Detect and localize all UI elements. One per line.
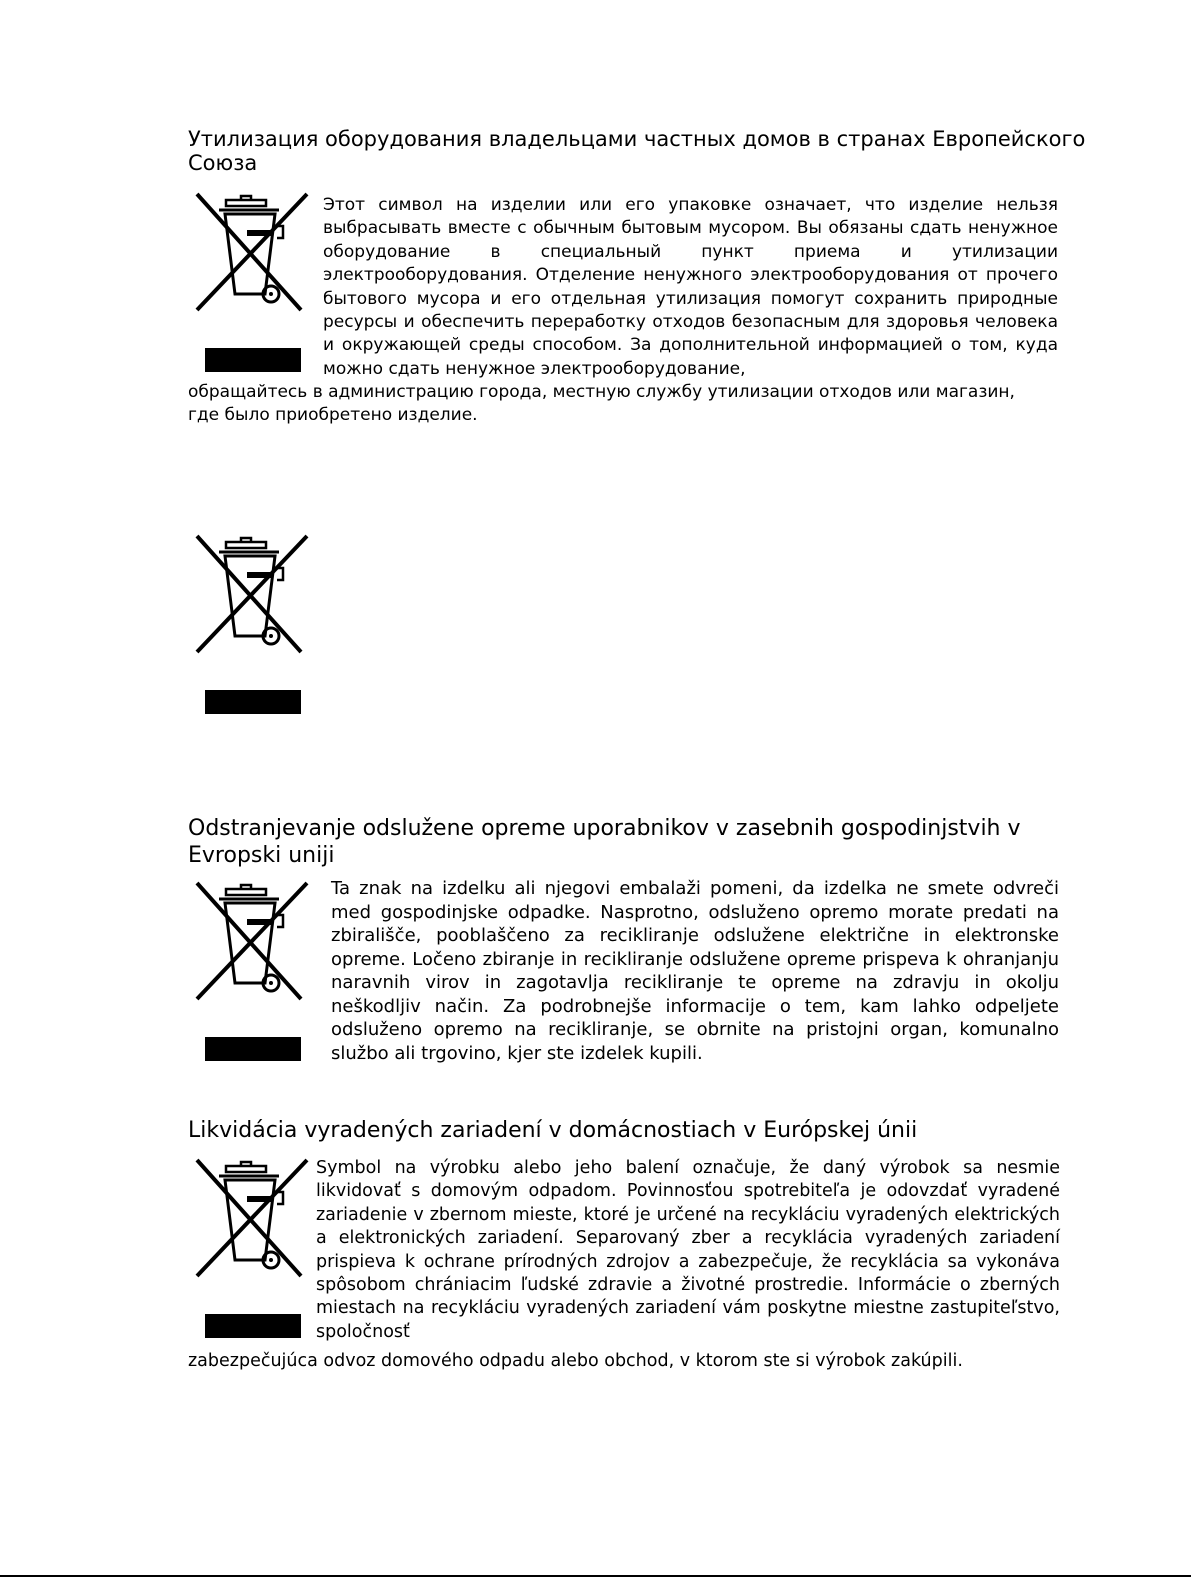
weee-bin-icon bbox=[189, 1152, 317, 1340]
weee-bin-icon bbox=[189, 528, 317, 716]
section-body-sk-cont: zabezpečujúca odvoz domového odpadu alebo obchod, v ktorom ste si výrobok zakúpili. bbox=[188, 1351, 963, 1371]
footer-rule bbox=[0, 1575, 1191, 1577]
section-title-sl: Odstranjevanje odslužene opreme uporabnikov v zasebnih gospodinjstvih v Evropski uniji bbox=[188, 816, 1021, 868]
section-body-ru: Этот символ на изделии или его упаковке означает, что изделие нельзя выбрасывать вместе с обычным бытовым мусором. Вы обязаны сдать ненужное оборудование в специальный пункт приема и утилизации электрооборудования. Отделение ненужного электрооборудования от прочего бытового мусора и его отдельная утилизация помогут сохранить природные ресурсы и обеспечить переработку отходов безопасным для здоровья человека и окружающей среды способом. За дополнительной информацией о том, куда можно сдать ненужное электрооборудование, bbox=[323, 195, 1058, 379]
weee-bin-icon bbox=[189, 186, 317, 374]
section-body-sl: Ta znak na izdelku ali njegovi embalaži pomeni, da izdelka ne smete odvreči med gospodinjske odpadke. Nasprotno, odsluženo opremo morate predati na zbirališče, pooblaščeno za recikliranje odslužene električne in elektronske opreme. Ločeno zbiranje in recikliranje odslužene opreme prispeva k ohranjanju naravnih virov in zagotavlja recikliranje te opreme na zdravju in okolju neškodljiv način. Za podrobnejše informacije o tem, kam lahko odpeljete odsluženo opremo na recikliranje, se obrnite na pristojni organ, komunalno službo ali trgovino, kjer ste izdelek kupili. bbox=[331, 878, 1059, 1064]
section-title-sk: Likvidácia vyradených zariadení v domácnostiach v Európskej únii bbox=[188, 1118, 918, 1143]
section-title-ru: Утилизация оборудования владельцами частных домов в странах Европейского Союза bbox=[188, 127, 1086, 175]
section-body-ru-cont: обращайтесь в администрацию города, местную службу утилизации отходов или магазин, где было приобретено изделие. bbox=[188, 382, 1015, 426]
section-body-sk: Symbol na výrobku alebo jeho balení označuje, že daný výrobok sa nesmie likvidovať s domovým odpadom. Povinnosťou spotrebiteľa je odovzdať vyradené zariadenie v zbernom mieste, ktoré je určené na recykláciu vyradených elektrických a elektronických zariadení. Separovaný zber a recyklácia vyradených zariadení prispieva k ochrane prírodných zdrojov a zabezpečuje, že recyklácia sa vykonáva spôsobom chrániacim ľudské zdravie a životné prostredie. Informácie o zberných miestach na recykláciu vyradených zariadení vám poskytne miestne zastupiteľstvo, spoločnosť bbox=[316, 1158, 1060, 1342]
weee-bin-icon bbox=[189, 875, 317, 1063]
